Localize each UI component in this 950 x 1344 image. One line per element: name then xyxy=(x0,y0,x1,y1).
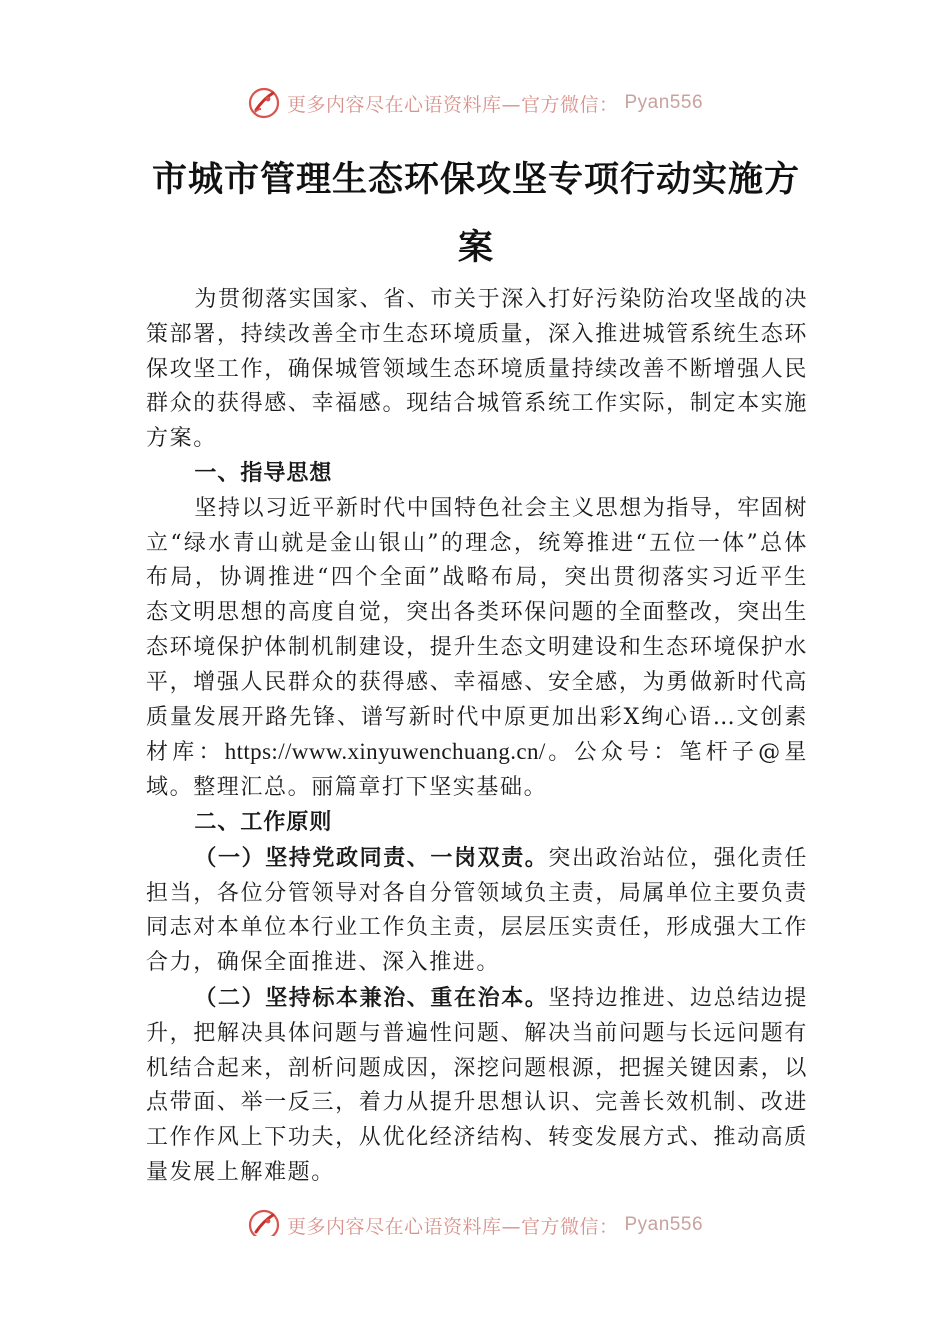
watermark-text: 更多内容尽在心语资料库—官方微信： xyxy=(286,1215,619,1236)
section1-paragraph xyxy=(146,492,808,806)
section1-text-a: 坚持以习近平新时代中国特色社会主义思想为指导，牢固树立“绿水青山就是金山银山”的理念，统筹推进“五位一体”总体布局，协调推进“四个全面”战略布局，突出贯彻落实习近平生态文明思想的高度自觉，突出各类环保问题的全面整改，突出生态环境保护体制机制建设，提升生态文明建设和生态环境保护水平，增强人民群众的获得感、幸福感、安全感，为勇做新时代高质量发展开路先锋、谱写新时代中原更加出彩X绚心语…文创素材库： xyxy=(146,495,808,766)
section1-url: https://www.xinyuwenchuang.cn/ xyxy=(224,739,546,765)
section1-text-b: 。公众号：笔杆子@星域。整理汇总。丽篇章打下坚实基础。 xyxy=(146,740,808,801)
principle1-text: 突出政治站位，强化责任担当，各位分管领导对各自分管领域负主责，局属单位主要负责同志对本单位本行业工作负主责，层层压实责任，形成强大工作合力，确保全面推进、深入推进。 xyxy=(146,845,809,976)
brush-logo-icon xyxy=(247,86,281,120)
principle2-paragraph xyxy=(146,981,808,1191)
watermark-contact: Pyan556 xyxy=(624,1214,704,1235)
document-title-line1: 市城市管理生态环保攻坚专项行动实施方 xyxy=(151,159,800,200)
principle2-lead: （二）坚持标本兼治、重在治本。 xyxy=(194,984,549,1011)
principle2-text: 坚持边推进、边总结边提升，把解决具体问题与普遍性问题、解决当前问题与长远问题有机结合起来，剖析问题成因，深挖问题根源，把握关键因素，以点带面、举一反三，着力从提升思想认识、完善长效机制、改进工作作风上下功夫，从优化经济结构、转变发展方式、推动高质量发展上解难题。 xyxy=(146,985,809,1185)
intro-paragraph: 为贯彻落实国家、省、市关于深入打好污染防治攻坚战的决策部署，持续改善全市生态环境质量，深入推进城管系统生态环保攻坚工作，确保城管领域生态环境质量持续改善不断增强人民群众的获得感、幸福感。现结合城管系统工作实际，制定本实施方案。 xyxy=(146,287,808,452)
document-body xyxy=(146,283,808,1191)
section2-heading: 二、工作原则 xyxy=(194,809,333,835)
header-watermark xyxy=(0,86,950,120)
footer-watermark xyxy=(0,1208,950,1236)
document-title-line2: 案 xyxy=(457,227,494,268)
section1-heading: 一、指导思想 xyxy=(194,460,333,486)
watermark-text: 更多内容尽在心语资料库—官方微信： xyxy=(286,93,619,116)
watermark-contact: Pyan556 xyxy=(624,92,704,113)
principle1-paragraph xyxy=(146,841,808,981)
principle1-lead: （一）坚持党政同责、一岗双责。 xyxy=(194,844,549,871)
brush-logo-icon xyxy=(247,1208,281,1236)
